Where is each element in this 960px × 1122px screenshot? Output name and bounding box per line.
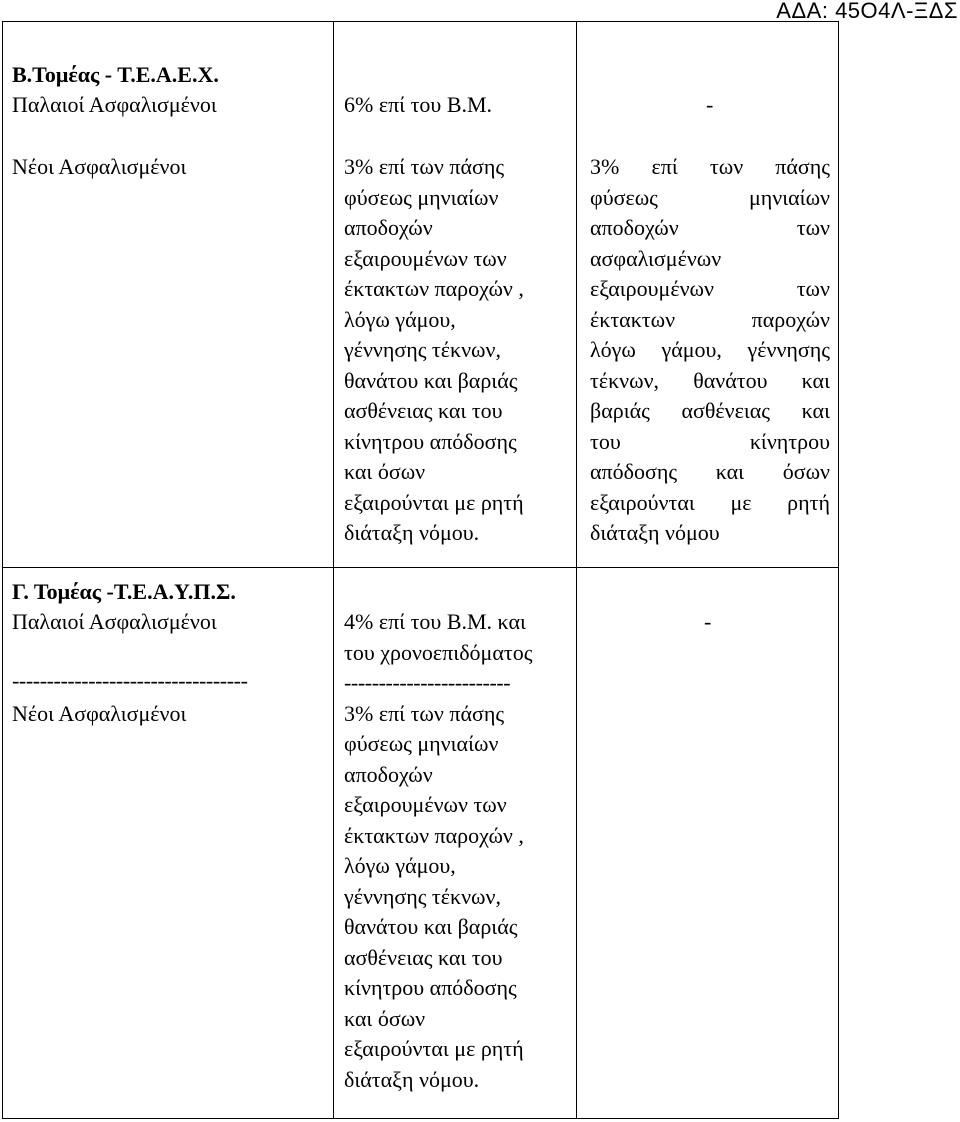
section-c-new-insured-label: Νέοι Ασφαλισμένοι <box>12 701 187 726</box>
text-line: εξαιρουμένων των <box>344 792 507 817</box>
text-line: θανάτου και βαριάς <box>344 367 518 393</box>
text-line: 3% επί των πάσης <box>344 700 505 726</box>
text-line: εξαιρούνται με ρητή <box>344 489 524 515</box>
text-line: ασθένειας και του <box>344 944 503 970</box>
text-line: και όσων <box>344 1005 426 1031</box>
text-line: αποδοχών <box>344 761 433 787</box>
text-line: λόγω γάμου, γέννησης <box>590 337 830 362</box>
text-line: θανάτου και βαριάς <box>344 914 518 939</box>
text-line: του κίνητρου <box>590 428 830 454</box>
text-line: κίνητρου απόδοσης <box>344 975 517 1000</box>
text-line: έκτακτων παροχών , <box>344 822 524 848</box>
section-c-old-insured-label: Παλαιοί Ασφαλισμένοι <box>12 609 217 634</box>
section-b-title: Β.Τομέας - Τ.Ε.Α.Ε.Χ. <box>12 62 219 87</box>
text-line: απόδοσης και όσων <box>590 459 830 484</box>
section-b-new-insured-rate <box>344 152 569 549</box>
section-c-title: Γ. Τομέας -Τ.Ε.Α.Υ.Π.Σ. <box>12 579 236 604</box>
row-divider <box>2 567 839 568</box>
text-line: 3% επί των πάσης <box>590 154 830 179</box>
text-line: αποδοχών των <box>590 215 830 240</box>
text-line: διάταξη νόμου. <box>344 520 480 545</box>
section-b-new-insured-employer <box>590 152 830 549</box>
text-line: και όσων <box>344 459 426 484</box>
text-line: λόγω γάμου, <box>344 306 456 332</box>
text-line: εξαιρούνται με ρητή <box>344 1036 524 1061</box>
text-line: γέννησης τέκνων, <box>344 337 501 362</box>
text-line: ασθένειας και του <box>344 398 503 423</box>
section-b-old-insured-rate: 6% επί του Β.Μ. <box>344 92 493 117</box>
text-line: διάταξη νόμου <box>590 520 720 545</box>
text-line: ασφαλισμένων <box>590 245 722 271</box>
section-c-rates <box>344 607 569 1095</box>
section-c-employer: - <box>704 609 712 634</box>
text-line: βαριάς ασθένειας και <box>590 398 830 423</box>
text-line: αποδοχών <box>344 215 433 240</box>
text-line: τέκνων, θανάτου και <box>590 367 830 393</box>
section-b-old-insured-employer: - <box>706 92 714 117</box>
document-ada-code: ΑΔΑ: 45Ο4Λ-ΞΔΣ <box>776 0 958 23</box>
text-line: φύσεως μηνιαίων <box>344 731 499 756</box>
text-line: 4% επί του Β.Μ. και <box>344 609 526 634</box>
separator-line: ------------------------ <box>344 670 511 695</box>
text-line: φύσεως μηνιαίων <box>590 184 830 210</box>
section-c-separator: ---------------------------------- <box>12 668 248 693</box>
section-b-new-insured-label: Νέοι Ασφαλισμένοι <box>12 154 187 179</box>
text-line: έκτακτων παροχών <box>590 306 830 332</box>
text-line: του χρονοεπιδόματος <box>344 639 533 665</box>
text-line: 3% επί των πάσης <box>344 154 505 179</box>
text-line: διάταξη νόμου. <box>344 1066 480 1092</box>
text-line: εξαιρουμένων των <box>344 245 507 271</box>
text-line: κίνητρου απόδοσης <box>344 428 517 454</box>
text-line: γέννησης τέκνων, <box>344 883 501 909</box>
text-line: έκτακτων παροχών , <box>344 276 524 301</box>
text-line: λόγω γάμου, <box>344 853 456 878</box>
column-divider-1 <box>333 21 334 1119</box>
text-line: εξαιρουμένων των <box>590 276 830 301</box>
section-b-old-insured-label: Παλαιοί Ασφαλισμένοι <box>12 92 217 117</box>
text-line: εξαιρούνται με ρητή <box>590 489 830 515</box>
column-divider-2 <box>576 21 577 1119</box>
text-line: φύσεως μηνιαίων <box>344 184 499 210</box>
